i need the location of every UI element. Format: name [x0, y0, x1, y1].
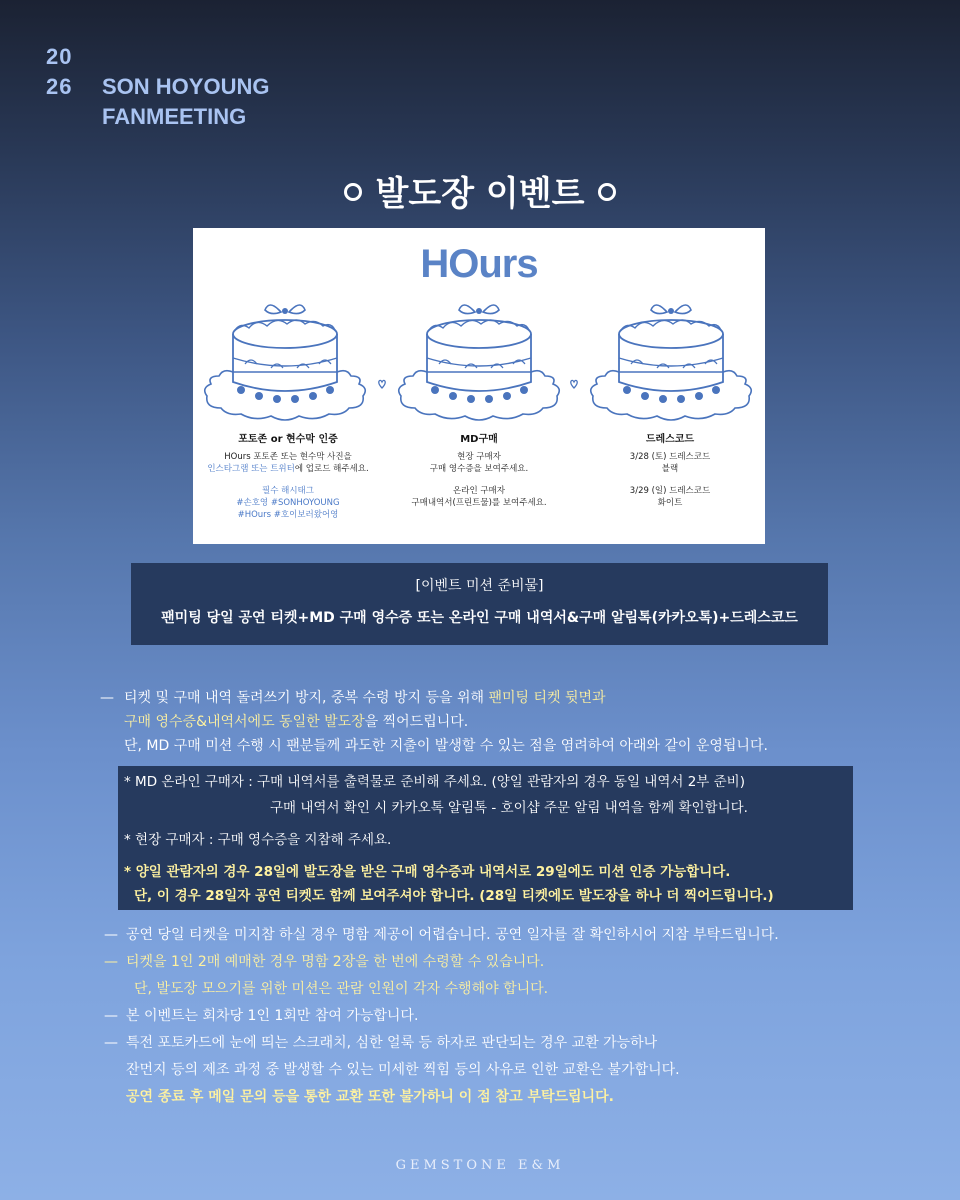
event-card [193, 228, 765, 544]
detail-line-highlight: * 양일 관람자의 경우 28일에 발도장을 받은 구매 영수증과 내역서로 29일에도 미션 인증 가능합니다. [124, 864, 731, 880]
tags-label: 필수 해시태그 [262, 486, 314, 496]
mission-text: 팬미팅 당일 공연 티켓+MD 구매 영수증 또는 온라인 구매 내역서&구매 알림톡(카카오톡)+드레스코드 [161, 610, 798, 626]
cake-icon [399, 305, 560, 420]
hours-logo: HOurs [420, 242, 538, 286]
column-heading: MD구매 [460, 434, 498, 445]
column-line: 구매 영수증을 보여주세요. [429, 464, 529, 474]
cake-illustrations [193, 296, 765, 436]
column-line: 화이트 [657, 498, 683, 508]
cake-icon [591, 305, 752, 420]
heart-icon [379, 380, 385, 388]
detail-line: 구매 내역서 확인 시 카카오톡 알림톡 - 호이샵 주문 알림 내역을 함께 확인합니다. [270, 800, 748, 816]
circle-icon [598, 183, 616, 201]
brand-year-top: 20 [46, 44, 73, 69]
brand-title-line1: SON HOYOUNG [102, 74, 270, 99]
note-highlight: 티켓을 1인 2매 예매한 경우 명함 2장을 한 번에 수령할 수 있습니다. [126, 954, 545, 970]
dash-icon: — [104, 927, 118, 943]
note-text: 잔먼지 등의 제조 과정 중 발생할 수 있는 미세한 찍힘 등의 사유로 인한 교환은 불가합니다. [126, 1062, 680, 1078]
detail-line-highlight: 단, 이 경우 28일자 공연 티켓도 함께 보여주셔야 합니다. (28일 티켓에도 발도장을 하나 더 찍어드립니다.) [134, 888, 774, 904]
note-item [104, 1030, 924, 1111]
brand-block [46, 42, 269, 132]
note-text: 단, MD 구매 미션 수행 시 팬분들께 과도한 지출이 발생할 수 있는 점을 염려하여 아래와 같이 운영됩니다. [124, 738, 768, 754]
hashtag-line: #HOurs #호이보러왔어영 [237, 510, 339, 520]
cake-icon [205, 305, 366, 420]
details-panel [118, 766, 853, 910]
card-column-photozone [193, 434, 383, 521]
circle-icon [344, 183, 362, 201]
column-line: 인스타그램 또는 트위터에 업로드 해주세요. [207, 464, 369, 474]
column-highlight: 인스타그램 또는 트위터 [207, 464, 295, 474]
column-line: 온라인 구매자 [453, 486, 505, 496]
column-line: HOurs 포토존 또는 현수막 사진을 [224, 452, 352, 462]
column-line: 블랙 [661, 464, 679, 474]
note-text: 티켓 및 구매 내역 돌려쓰기 방지, 중복 수령 방지 등을 위해 [124, 690, 489, 706]
mission-panel [131, 563, 828, 645]
note-item [104, 949, 924, 1003]
column-heading: 드레스코드 [645, 434, 695, 445]
card-column-md [384, 434, 574, 509]
mission-label: [이벤트 미션 준비물] [415, 578, 544, 594]
page-title [0, 166, 960, 215]
hashtag-line: #손호영 #SONHOYOUNG [236, 498, 340, 508]
note-item [104, 922, 924, 949]
brand-year-bottom: 26 [46, 74, 73, 99]
note-highlight: 단, 발도장 모으기를 위한 미션은 관람 인원이 각자 수행해야 합니다. [134, 981, 549, 997]
note-text: 공연 당일 티켓을 미지참 하실 경우 명함 제공이 어렵습니다. 공연 일자를 잘 확인하시어 지참 부탁드립니다. [126, 927, 779, 943]
dash-icon: — [104, 1035, 118, 1051]
notes-bottom [104, 922, 924, 1111]
dash-icon: — [100, 690, 114, 706]
heart-icon [571, 380, 577, 388]
column-heading: 포토존 or 현수막 인증 [238, 434, 338, 445]
page-title-text: 발도장 이벤트 [375, 174, 585, 214]
brand-title-line2: FANMEETING [102, 104, 247, 129]
column-line: 구매내역서(프린트물)를 보여주세요. [411, 498, 547, 508]
note-text: 특전 포토카드에 눈에 띄는 스크래치, 심한 얼룩 등 하자로 판단되는 경우 교환 가능하나 [126, 1035, 658, 1051]
note-highlight: 구매 영수증&내역서에도 동일한 발도장 [124, 714, 365, 730]
column-line: 현장 구매자 [457, 452, 501, 462]
note-text: 본 이벤트는 회차당 1인 1회만 참여 가능합니다. [126, 1008, 419, 1024]
card-column-dresscode [575, 434, 765, 509]
dash-icon: — [104, 954, 118, 970]
note-highlight: 팬미팅 티켓 뒷면과 [488, 690, 606, 706]
column-line: 3/29 (일) 드레스코드 [629, 486, 711, 496]
notes-top [100, 686, 920, 758]
footer-logo: GEMSTONE E&M [395, 1158, 565, 1173]
note-item [100, 686, 920, 758]
detail-line: * MD 온라인 구매자 : 구매 내역서를 출력물로 준비해 주세요. (양일 관람자의 경우 동일 내역서 2부 준비) [124, 774, 745, 790]
dash-icon: — [104, 1008, 118, 1024]
detail-line: * 현장 구매자 : 구매 영수증을 지참해 주세요. [124, 832, 392, 848]
note-text: 을 찍어드립니다. [364, 714, 469, 730]
note-item [104, 1003, 924, 1030]
column-line: 3/28 (토) 드레스코드 [629, 452, 711, 462]
note-highlight: 공연 종료 후 메일 문의 등을 통한 교환 또한 불가하니 이 점 참고 부탁드립니다. [126, 1089, 614, 1105]
